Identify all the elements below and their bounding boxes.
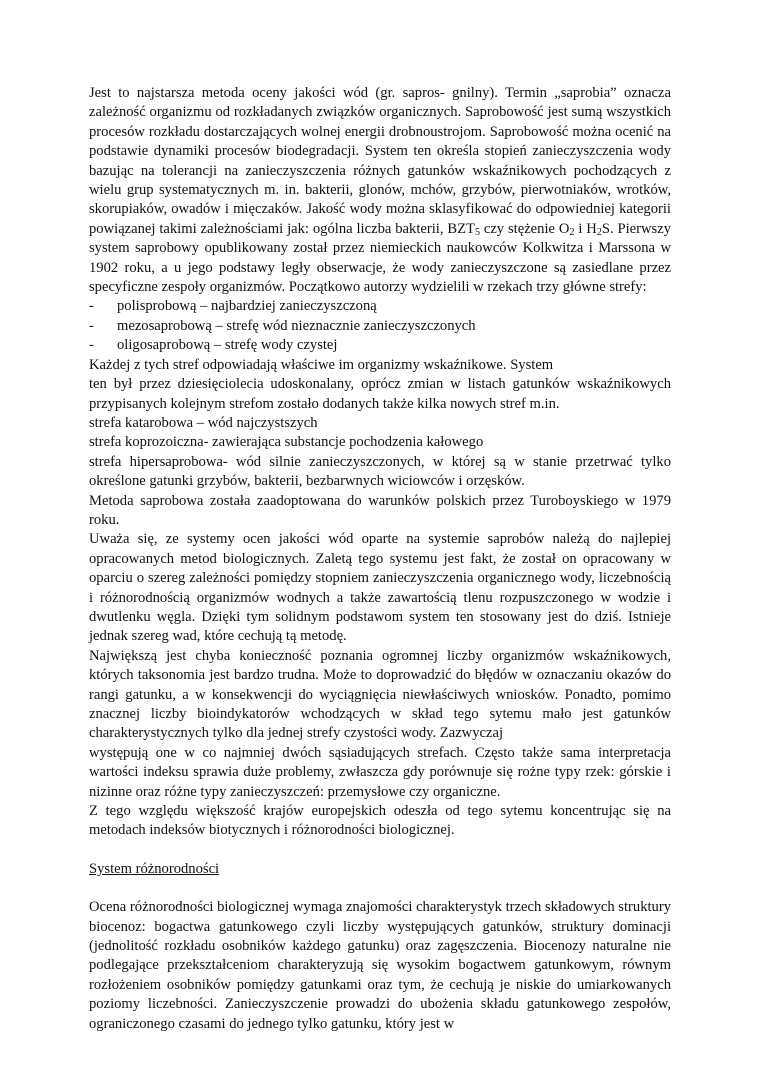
paragraph-indicators-line: Każdej z tych stref odpowiadają właściwe im organizmy wskaźnikowe. System: [89, 356, 554, 373]
paragraph-polish-adoption: Metoda saprobowa została zaadoptowana do warunków polskich przez Turoboyskiego w 1979 roku.: [89, 492, 671, 528]
spacer: [89, 879, 671, 898]
paragraph-advantages: Uważa się, ze systemy ocen jakości wód oparte na systemie saprobów należą do najlepiej opracowanych metod biologicznych. Zaletą tego systemu jest fakt, że został on opracowany w oparciu o szereg zależności pomiędzy stopniem zanieczyszczenia organicznego wody, liczebnością i różnorodnością organizmów wodnych a także zawartością tlenu rozpuszczonego w wodzie i dwutlenku węgla. Dzięki tym solidnym podstawom system ten stosowany jest do dziś. Istnieje jednak szereg wad, które cechują tą metodę.: [89, 531, 671, 645]
text-run: i H: [574, 220, 597, 237]
document-page: [89, 84, 671, 1034]
subscript-h2s: 2: [596, 226, 602, 238]
paragraph-diversity: Ocena różnorodności biologicznej wymaga znajomości charakterystyk trzech składowych struktury biocenoz: bogactwa gatunkowego czyli liczby występujących gatunków, struktury dominacji (jednolitość rozkładu osobników każdego gatunku) oraz zagęszczenia. Biocenozy naturalne nie podlegające przekształceniom charakteryzują się wysokim bogactwem gatunkowym, równym rozłożeniem osobników pomiędzy gatunkami oraz tym, że cechują je niskie do umiarkowanych poziomy liczebności. Zanieczyszczenie prowadzi do ubożenia składu gatunkowego zespołów, ograniczonego czasami do jednego tylko gatunku, który jest w: [89, 899, 671, 1032]
paragraph-saprobia-intro: [89, 84, 671, 297]
section-heading: System różnorodności: [89, 860, 220, 877]
zones-list: [89, 297, 671, 355]
zone-katarobowa: strefa katarobowa – wód najczystszych: [89, 414, 318, 431]
list-item: [89, 317, 671, 336]
text-run: czy stężenie O: [479, 220, 570, 237]
list-item: [89, 336, 671, 355]
zone-koprozoiczna: strefa koprozoiczna- zawierająca substancje pochodzenia kałowego: [89, 434, 484, 451]
paragraph-system-updates: ten był przez dziesięciolecia udoskonalany, oprócz zmian w listach gatunków wskaźnikowych przypisanych kolejnym strefom zostało dodanych także kilka nowych stref m.in.: [89, 376, 671, 412]
list-dash: -: [89, 337, 94, 354]
paragraph-conclusion: Z tego względu większość krajów europejskich odeszła od tego sytemu koncentrując się na metodach indeksów biotycznych i różnorodności biologicznej.: [89, 803, 671, 839]
text-run: S. Pierwszy system saprobowy opublikowany został przez niemieckich naukowców Kolkwitza i Marssona w 1902 roku, a u jego podstawy legły obserwacje, że wody zanieczyszczone są zasiedlane przez specyficzne zespoły organizmów. Początkowo autorzy wydzielili w rzekach trzy główne strefy:: [89, 220, 672, 296]
list-item: [89, 297, 671, 316]
list-item-text: polisprobową – najbardziej zanieczyszczoną: [117, 298, 377, 315]
list-dash: -: [89, 317, 94, 334]
list-item-text: oligosaprobową – strefę wody czystej: [117, 337, 338, 354]
paragraph-disadvantages-cont: występują one w co najmniej dwóch sąsiadujących strefach. Często także sama interpretacja wartości indeksu sprawia duże problemy, zwłaszcza gdy porównuje się rożne typy rzek: górskie i nizinne oraz różne typy zanieczyszczeń: przemysłowe czy organiczne.: [89, 744, 671, 800]
list-item-text: mezosaprobową – strefę wód nieznacznie zanieczyszczonych: [117, 317, 476, 334]
list-dash: -: [89, 298, 94, 315]
subscript-o2: 2: [569, 226, 575, 238]
paragraph-disadvantages: Największą jest chyba konieczność poznania ogromnej liczby organizmów wskaźnikowych, których taksonomia jest bardzo trudna. Może to doprowadzić do błędów w oznaczaniu okazów do rangi gatunku, a w konsekwencji do wyciągnięcia niewłaściwych wniosków. Ponadto, pomimo znacznej liczby bioindykatorów wchodzących w skład tego sytemu mało jest gatunków charakterystycznych tylko dla jednej strefy czystości wody. Zazwyczaj: [89, 647, 671, 742]
zone-hipersaprobowa: strefa hipersaprobowa- wód silnie zanieczyszczonych, w której są w stanie przetrwać tylko określone gatunki grzybów, bakterii, bezbarwnych wiciowców i orzęsków.: [89, 453, 671, 490]
subscript-bzt: 5: [474, 226, 480, 238]
text-run: Jest to najstarsza metoda oceny jakości wód (gr. sapros- gnilny). Termin „saprobia” oznacza zależność organizmu od rozkładanych związków organicznych. Saprobowość jest sumą wszystkich procesów rozkładu dostarczających wolnej energii drobnoustrojom. Saprobowość można ocenić na podstawie dynamiki procesów biodegradacji. System ten określa stopień zanieczyszczenia wody bazując na tolerancji na zanieczyszczenia różnych gatunków wskaźnikowych pochodzących z wielu grup systematycznych m. in. bakterii, glonów, mchów, grzybów, pierwotniaków, wrotków, skorupiaków, owadów i mięczaków. Jakość wody można sklasyfikować do odpowiedniej kategorii powiązanej takimi zależnościami jak: ogólna liczba bakterii, BZT: [89, 85, 671, 237]
